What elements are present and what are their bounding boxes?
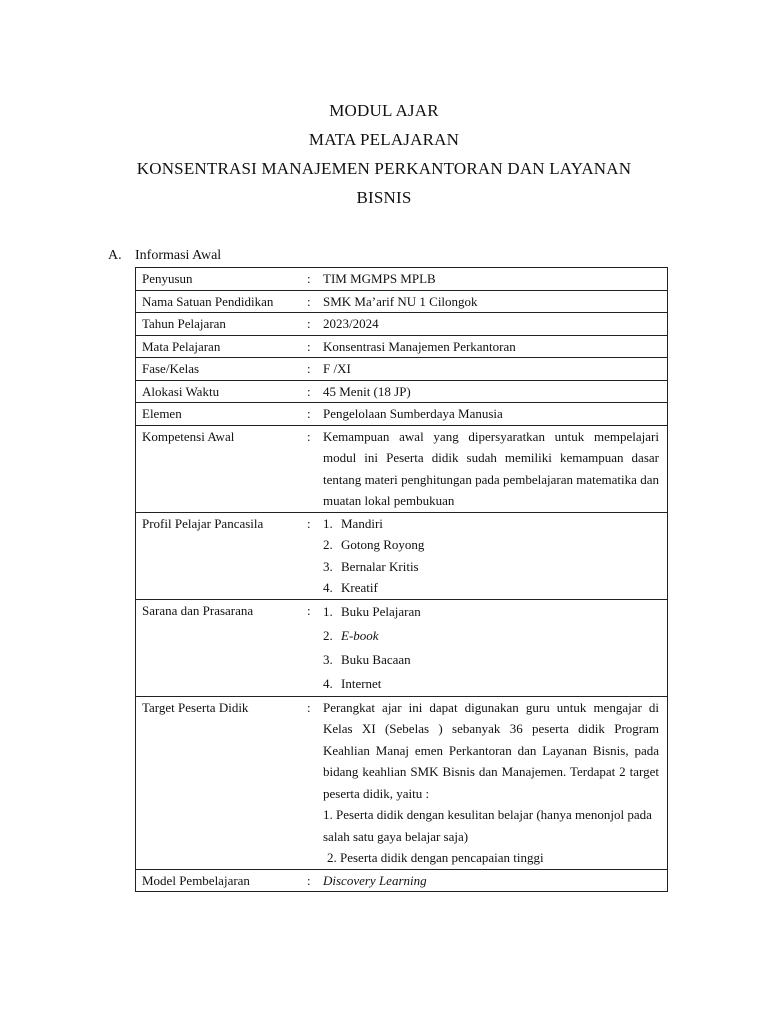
row-value: SMK Ma’arif NU 1 Cilongok bbox=[323, 290, 668, 313]
row-value: 2023/2024 bbox=[323, 313, 668, 336]
table-row bbox=[136, 425, 668, 512]
item-text: Buku Pelajaran bbox=[341, 603, 421, 619]
target-point-2: 2. Peserta didik dengan pencapaian tinggi bbox=[327, 850, 544, 865]
table-row bbox=[136, 696, 668, 869]
list-item bbox=[323, 624, 659, 648]
item-number: 1. bbox=[323, 515, 333, 531]
table-row bbox=[136, 268, 668, 291]
title-line-4: BISNIS bbox=[356, 188, 412, 207]
table-row bbox=[136, 403, 668, 426]
row-label: Profil Pelajar Pancasila bbox=[136, 512, 308, 599]
row-value: F /XI bbox=[323, 358, 668, 381]
row-value bbox=[323, 599, 668, 696]
target-paragraph: Perangkat ajar ini dapat digunakan guru untuk mengajar di Kelas XI (Sebelas ) sebanyak 36 peserta didik Program Keahlian Manaj emen Perkantoran dan Layanan Bisnis, pada bidang keahlian SMK Bisnis dan Manajemen. Terdapat 2 target peserta didik, yaitu : bbox=[323, 699, 659, 801]
row-label: Target Peserta Didik bbox=[136, 696, 308, 869]
row-label: Fase/Kelas bbox=[136, 358, 308, 381]
item-number: 2. bbox=[323, 627, 333, 643]
table-row bbox=[136, 358, 668, 381]
table-row bbox=[136, 869, 668, 892]
profil-list bbox=[323, 513, 659, 599]
row-value: Pengelolaan Sumberdaya Manusia bbox=[323, 403, 668, 426]
table-row bbox=[136, 313, 668, 336]
row-label: Model Pembelajaran bbox=[136, 869, 308, 892]
item-number: 4. bbox=[323, 675, 333, 691]
row-colon: : bbox=[307, 358, 323, 381]
row-colon: : bbox=[307, 599, 323, 696]
row-colon: : bbox=[307, 380, 323, 403]
row-colon: : bbox=[307, 425, 323, 512]
list-item bbox=[323, 534, 659, 556]
row-value bbox=[323, 512, 668, 599]
row-colon: : bbox=[307, 290, 323, 313]
list-item bbox=[323, 513, 659, 535]
list-item bbox=[323, 672, 659, 696]
table-row bbox=[136, 335, 668, 358]
item-number: 1. bbox=[323, 603, 333, 619]
item-number: 3. bbox=[323, 651, 333, 667]
row-label: Alokasi Waktu bbox=[136, 380, 308, 403]
list-item bbox=[323, 556, 659, 578]
row-colon: : bbox=[307, 403, 323, 426]
list-item bbox=[323, 648, 659, 672]
item-number: 4. bbox=[323, 580, 333, 595]
section-title: Informasi Awal bbox=[135, 248, 222, 263]
table-row bbox=[136, 599, 668, 696]
item-text: Internet bbox=[341, 675, 382, 691]
list-item bbox=[323, 577, 659, 599]
row-value: TIM MGMPS MPLB bbox=[323, 268, 668, 291]
target-point-1: 1. Peserta didik dengan kesulitan belajar (hanya menonjol pada salah satu gaya belajar saja) bbox=[323, 807, 652, 844]
row-value bbox=[323, 696, 668, 869]
row-colon: : bbox=[307, 268, 323, 291]
row-value: 45 Menit (18 JP) bbox=[323, 380, 668, 403]
section-heading bbox=[108, 246, 221, 266]
title-line-1: MODUL AJAR bbox=[329, 101, 439, 120]
item-number: 2. bbox=[323, 537, 333, 552]
item-number: 3. bbox=[323, 558, 333, 574]
item-text: Mandiri bbox=[341, 515, 383, 531]
sarana-list bbox=[323, 600, 659, 696]
row-colon: : bbox=[307, 335, 323, 358]
row-value: Konsentrasi Manajemen Perkantoran bbox=[323, 335, 668, 358]
row-colon: : bbox=[307, 869, 323, 892]
row-colon: : bbox=[307, 313, 323, 336]
table-row bbox=[136, 512, 668, 599]
row-label: Mata Pelajaran bbox=[136, 335, 308, 358]
row-label: Tahun Pelajaran bbox=[136, 313, 308, 336]
item-text: Kreatif bbox=[341, 580, 378, 595]
title-line-3: KONSENTRASI MANAJEMEN PERKANTORAN DAN LAYANAN bbox=[136, 159, 632, 178]
table-row bbox=[136, 380, 668, 403]
title-line-2: MATA PELAJARAN bbox=[308, 130, 460, 149]
row-label: Sarana dan Prasarana bbox=[136, 599, 308, 696]
row-label: Elemen bbox=[136, 403, 308, 426]
row-value: Kemampuan awal yang dipersyaratkan untuk mempelajari modul ini Peserta didik sudah memiliki kemampuan dasar tentang materi penghitungan pada pembelajaran matematika dan muatan lokal pembukuan bbox=[323, 425, 668, 512]
row-colon: : bbox=[307, 512, 323, 599]
row-label: Nama Satuan Pendidikan bbox=[136, 290, 308, 313]
info-table bbox=[135, 267, 668, 892]
item-text: Bernalar Kritis bbox=[341, 558, 419, 574]
table-row bbox=[136, 290, 668, 313]
document-title bbox=[0, 96, 768, 212]
item-text: Gotong Royong bbox=[341, 537, 425, 552]
item-text: Buku Bacaan bbox=[341, 651, 411, 667]
list-item bbox=[323, 600, 659, 624]
row-label: Kompetensi Awal bbox=[136, 425, 308, 512]
item-text: E-book bbox=[341, 627, 379, 643]
row-value bbox=[323, 869, 668, 892]
section-letter: A. bbox=[108, 248, 122, 263]
row-colon: : bbox=[307, 696, 323, 869]
row-label: Penyusun bbox=[136, 268, 308, 291]
model-value: Discovery Learning bbox=[323, 872, 427, 888]
